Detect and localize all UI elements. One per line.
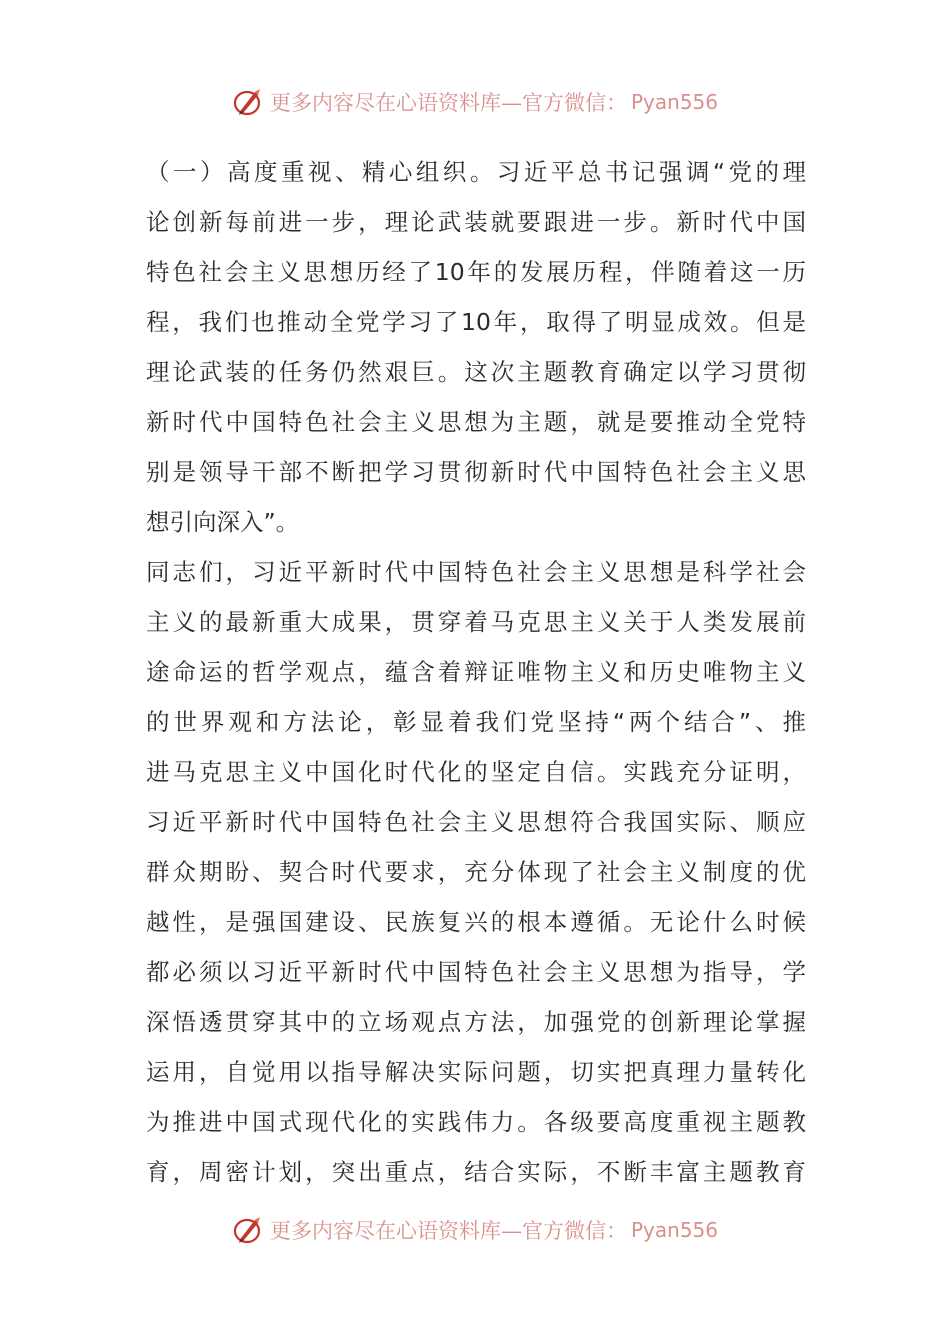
watermark-brand-text: 更多内容尽在心语资料库—官方微信：	[269, 1219, 627, 1243]
text-line: 新时代中国特色社会主义思想为主题，就是要推动全党特	[146, 408, 806, 436]
text-line: （一）高度重视、精心组织。习近平总书记强调“党的理	[146, 158, 806, 186]
text-line: 主义的最新重大成果，贯穿着马克思主义关于人类发展前	[146, 608, 806, 636]
paragraph	[146, 147, 806, 547]
text-line: 深悟透贯穿其中的立场观点方法，加强党的创新理论掌握	[146, 1008, 806, 1036]
text-line: 都必须以习近平新时代中国特色社会主义思想为指导，学	[146, 958, 806, 986]
text-line: 育，周密计划，突出重点，结合实际，不断丰富主题教育	[146, 1158, 806, 1186]
quill-pen-logo-icon	[232, 86, 264, 118]
watermark-wechat-id: Pyan556	[630, 90, 718, 114]
text-line: 途命运的哲学观点，蕴含着辩证唯物主义和历史唯物主义	[146, 658, 806, 686]
text-line: 程，我们也推动全党学习了10年，取得了明显成效。但是	[146, 308, 806, 336]
text-line: 想引向深入”。	[146, 508, 300, 536]
text-line: 的世界观和方法论，彰显着我们党坚持“两个结合”、推	[146, 708, 806, 736]
text-line: 习近平新时代中国特色社会主义思想符合我国实际、顺应	[146, 808, 806, 836]
text-line: 运用，自觉用以指导解决实际问题，切实把真理力量转化	[146, 1058, 806, 1086]
watermark-brand-text: 更多内容尽在心语资料库—官方微信：	[269, 91, 627, 115]
quill-pen-logo-icon	[232, 1214, 264, 1246]
text-line: 同志们，习近平新时代中国特色社会主义思想是科学社会	[146, 558, 806, 586]
footer-watermark-banner	[0, 1208, 950, 1252]
text-line: 理论武装的任务仍然艰巨。这次主题教育确定以学习贯彻	[146, 358, 806, 386]
text-line: 别是领导干部不断把学习贯彻新时代中国特色社会主义思	[146, 458, 806, 486]
text-line: 为推进中国式现代化的实践伟力。各级要高度重视主题教	[146, 1108, 806, 1136]
text-line: 群众期盼、契合时代要求，充分体现了社会主义制度的优	[146, 858, 806, 886]
document-body	[146, 147, 806, 1197]
text-line: 特色社会主义思想历经了10年的发展历程，伴随着这一历	[146, 258, 806, 286]
paragraph	[146, 547, 806, 1197]
text-line: 论创新每前进一步，理论武装就要跟进一步。新时代中国	[146, 208, 806, 236]
text-line: 越性，是强国建设、民族复兴的根本遵循。无论什么时候	[146, 908, 806, 936]
watermark-wechat-id: Pyan556	[630, 1218, 718, 1242]
header-watermark-banner	[0, 80, 950, 124]
text-line: 进马克思主义中国化时代化的坚定自信。实践充分证明，	[146, 758, 806, 786]
